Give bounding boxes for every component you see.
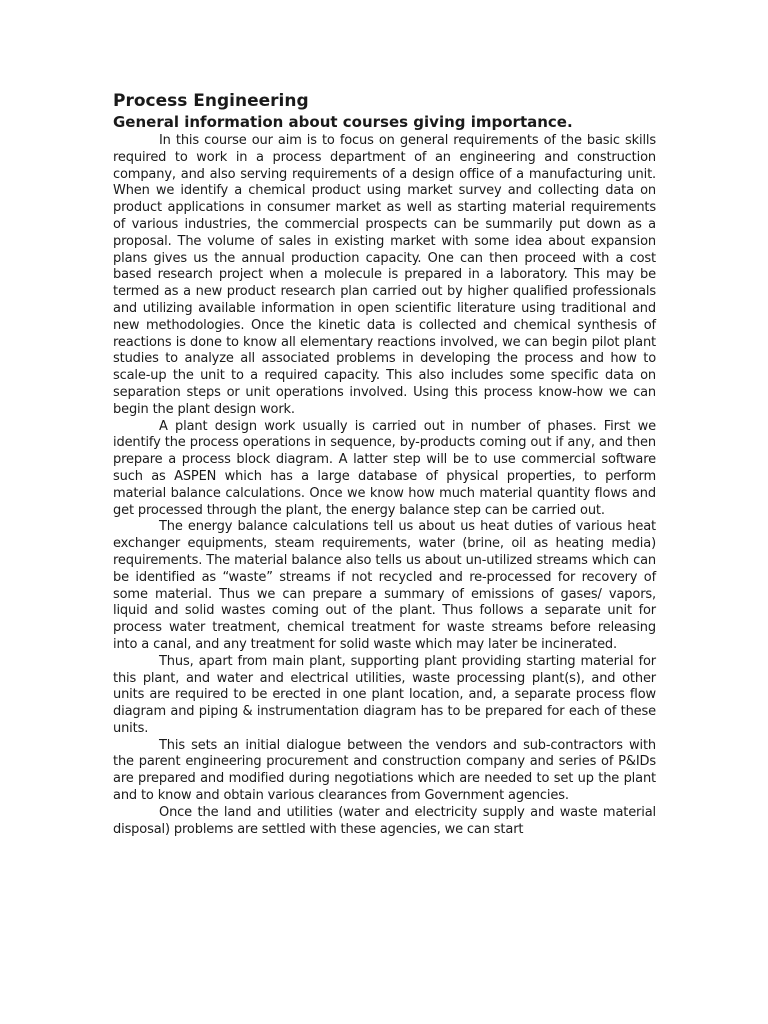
paragraph-supporting-plants: Thus, apart from main plant, supporting plant providing starting material for this plant, and water and electrical utilities, waste processing plant(s), and other units are required to be erected in one plant location, and, a separate process flow diagram and piping & instrumentation diagram has to be prepared for each of these units.	[113, 653, 656, 736]
document-title: Process Engineering	[113, 91, 309, 111]
paragraph-vendor-dialogue: This sets an initial dialogue between the vendors and sub-contractors with the parent engineering procurement and construction company and series of P&IDs are prepared and modified during negotiations which are needed to set up the plant and to know and obtain various clearances from Government agencies.	[113, 737, 656, 804]
document-subtitle: General information about courses giving importance.	[113, 113, 573, 131]
paragraph-land-utilities: Once the land and utilities (water and electricity supply and waste material disposal) problems are settled with these agencies, we can start	[113, 804, 656, 837]
paragraph-course-aim: In this course our aim is to focus on general requirements of the basic skills required to work in a process department of an engineering and construction company, and also serving requirements of a design office of a manufacturing unit. When we identify a chemical product using market survey and collecting data on product applications in consumer market as well as starting material requirements of various industries, the commercial prospects can be summarily put down as a proposal. The volume of sales in existing market with some idea about expansion plans gives us the annual production capacity. One can then proceed with a cost based research project when a molecule is prepared in a laboratory. This may be termed as a new product research plan carried out by higher qualified professionals and utilizing available information in open scientific literature using traditional and new methodologies. Once the kinetic data is collected and chemical synthesis of reactions is done to know all elementary reactions involved, we can begin pilot plant studies to analyze all associated problems in developing the process and how to scale-up the unit to a required capacity. This also includes some specific data on separation steps or unit operations involved. Using this process know-how we can begin the plant design work.	[113, 133, 656, 417]
paragraph-plant-design-phases: A plant design work usually is carried out in number of phases. First we identify the process operations in sequence, by-products coming out if any, and then prepare a process block diagram. A latter step will be to use commercial software such as ASPEN which has a large database of physical properties, to perform material balance calculations. Once we know how much material quantity flows and get processed through the plant, the energy balance step can be carried out.	[113, 418, 656, 518]
document-page	[113, 90, 656, 838]
paragraph-energy-balance: The energy balance calculations tell us about us heat duties of various heat exchanger equipments, steam requirements, water (brine, oil as heating media) requirements. The material balance also tells us about un-utilized streams which can be identified as “waste” streams if not recycled and re-processed for recovery of some material. Thus we can prepare a summary of emissions of gases/ vapors, liquid and solid wastes coming out of the plant. Thus follows a separate unit for process water treatment, chemical treatment for waste streams before releasing into a canal, and any treatment for solid waste which may later be incinerated.	[113, 519, 656, 652]
